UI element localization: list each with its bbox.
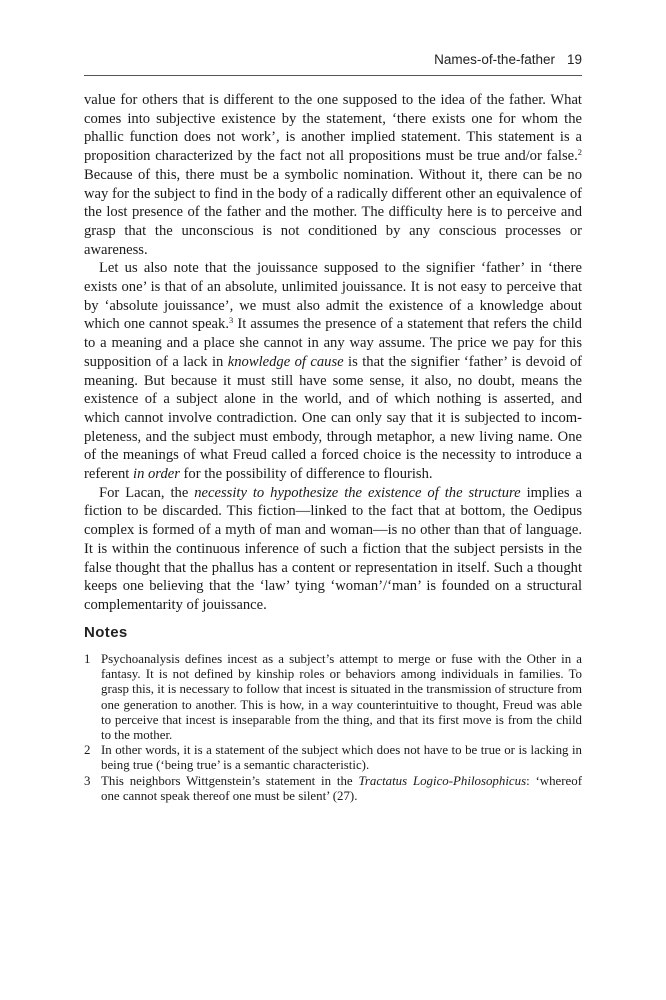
footnote-ref-3: 3 bbox=[228, 315, 234, 326]
notes-list bbox=[84, 652, 582, 804]
note-book-title: Tractatus Logico-Philosophicus bbox=[358, 773, 527, 788]
note-item-2 bbox=[84, 743, 582, 773]
p3-emphasis-1: necessity to hypothesize the existence of the structure bbox=[194, 484, 521, 501]
body-text bbox=[84, 91, 582, 615]
p2-emphasis-1: knowledge of cause bbox=[227, 353, 344, 370]
header-rule bbox=[84, 75, 582, 76]
note-item-3 bbox=[84, 774, 582, 804]
note-text: In other words, it is a statement of the subject which does not have to be true or is lacking in being true (‘being true’ is a semantic characteristic). bbox=[101, 743, 582, 773]
running-head bbox=[84, 52, 582, 67]
p2-text-d: for the possibility of difference to flourish. bbox=[179, 466, 433, 483]
note-number: 1 bbox=[84, 652, 91, 666]
p2-text-a: Let us also note that the jouissance supposed to the signifier ‘father’ in ‘there exists one’ is that of an absolute, unlimited jouissance. It is not easy to perceive that by ‘absolute jouissance’, we must also admit the existence of a knowledge about which one cannot speak. bbox=[84, 260, 582, 333]
running-title: Names-of-the-father bbox=[434, 52, 555, 67]
page-number: 19 bbox=[566, 52, 582, 67]
p2-emphasis-2: in order bbox=[133, 466, 180, 483]
p2-text-c: is that the signifier ‘father’ is devoid of meaning. But because it must still have some sense, it also, no doubt, means the existence of a subject alone in the world, and of which nothing is asserted, and which cannot involve contradiction. One can only say that it is subjected to incompleteness, and the subject must embody, through metaphor, a new living name. One of the meanings of what Freud called a forced choice is the necessity to introduce a referent bbox=[84, 353, 582, 483]
paragraph-3 bbox=[84, 484, 582, 615]
p2-text-b: It assumes the presence of a statement that refers the child to a meaning and a place she cannot in any way assume. The price we pay for this supposition of a lack in bbox=[84, 316, 582, 370]
footnote-ref-2: 2 bbox=[577, 147, 582, 158]
note-number: 3 bbox=[84, 773, 91, 788]
notes-heading: Notes bbox=[84, 624, 128, 641]
paragraph-1 bbox=[84, 91, 582, 259]
p1-text-b: Because of this, there must be a symbolic nomination. Without it, there can be no way for the subject to find in the body of a radically different other an equivalence of the lost presence of the father and the mother. The difficulty here is to perceive and grasp that the unconscious is not conditioned by any conscious processes or awareness. bbox=[84, 166, 582, 258]
p3-text-a: For Lacan, the bbox=[99, 484, 195, 501]
note-number: 2 bbox=[84, 743, 91, 758]
note-text-a: This neighbors Wittgenstein’s statement in the bbox=[101, 773, 359, 788]
paragraph-2 bbox=[84, 259, 582, 483]
p3-text-b: implies a fiction to be discarded. This fiction—linked to the fact that at bottom, the Oedipus complex is formed of a myth of man and woman—is no other than that of language. It is within the continuous inference of such a fiction that the subject persists in the false thought that the phallus has a content or representation in itself. Such a thought keeps one believing that the ‘law’ tying ‘woman’/‘man’ is founded on a structural complementarity of jouissance. bbox=[84, 484, 583, 613]
note-text-b: : ‘whereof one cannot speak thereof one must be silent’ (27). bbox=[101, 773, 582, 803]
p1-text-a: value for others that is different to the one supposed to the idea of the father. What comes into subjective existence by the statement, ‘there exists one for whom the phallic function does not work’, is another implied statement. This statement is a proposition characterized by the fact not all propositions must be true and/or false. bbox=[84, 92, 582, 165]
note-item-1 bbox=[84, 652, 582, 743]
note-text: Psychoanalysis defines incest as a subject’s attempt to merge or fuse with the Other in a fantasy. It is not defined by kinship roles or behaviors among individuals in families. To grasp this, it is necessary to follow that incest is situated in the transmission of structure from one generation to another. This is how, in a way counterintuitive to thought, Freud was able to perceive that incest is inseparable from the thing, and that its first move is from the child to the mother. bbox=[101, 652, 582, 743]
